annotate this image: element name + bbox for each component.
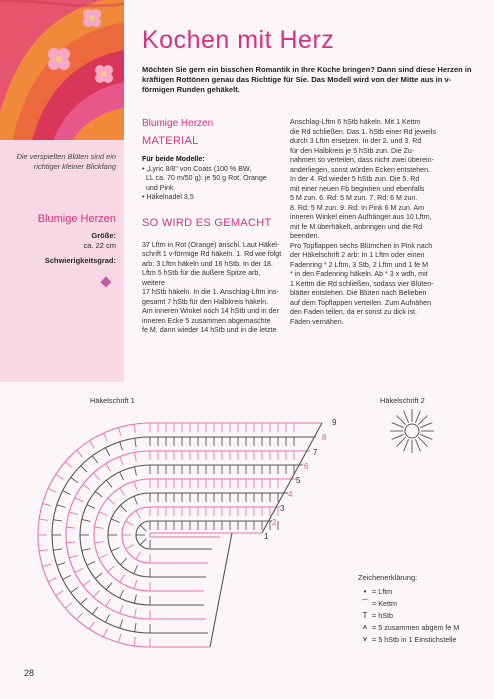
stitch-mark xyxy=(66,542,75,543)
stitch-mark xyxy=(57,563,66,566)
stitch-mark xyxy=(415,439,420,451)
stitch-mark xyxy=(48,488,56,492)
stitch-mark xyxy=(120,457,123,465)
stitch-mark xyxy=(48,578,56,582)
stitch-mark xyxy=(392,423,404,428)
instruction-line: 1 Kettm die Rd schließen, sodass vier Blüten- xyxy=(290,279,434,288)
stitch-mark xyxy=(65,602,72,608)
howto-line: 17 hStb häkeln. In die 1. Anschlag-Lftm ins- xyxy=(142,288,279,296)
models-heading: Für beide Modelle: xyxy=(142,155,205,163)
instruction-line: In der 4. Rd wieder 5 hStb zun. Die 5. Rd xyxy=(290,175,420,183)
stitch-mark xyxy=(108,498,115,504)
page-number: 28 xyxy=(24,668,35,678)
stitch-mark xyxy=(120,472,124,480)
stitch-mark xyxy=(418,437,427,446)
stitch-mark xyxy=(120,590,124,598)
material-item: LL ca. 70 m/50 g): je 50 g Rot, Orange xyxy=(142,174,267,182)
stitch-mark xyxy=(103,629,107,637)
stitch-mark xyxy=(77,450,83,457)
stitch-mark xyxy=(134,580,137,589)
round-number: 7 xyxy=(313,448,318,457)
legend-text: = 5 zusammen abgem fe M xyxy=(372,622,460,632)
sidebar-title: Blumige Herzen xyxy=(37,213,116,225)
instruction-line: inneren Winkel einen Aufhänger aus 10 Lftm, xyxy=(290,213,432,221)
stitch-mark xyxy=(134,637,135,646)
legend-item xyxy=(358,621,488,633)
material-item: • Häkelnadel 3,5 xyxy=(142,193,194,201)
legend-text: = Lftm xyxy=(372,586,393,596)
stitch-mark xyxy=(106,464,111,472)
stitch-mark xyxy=(118,634,121,643)
stitch-mark xyxy=(134,496,137,504)
stitch-mark xyxy=(396,415,405,424)
stitch-mark xyxy=(87,561,95,565)
instruction-line: Fäden vernähen. xyxy=(290,317,344,326)
stitch-mark xyxy=(53,549,62,550)
size-value: ca. 22 cm xyxy=(83,241,116,250)
crochet-chart-1 xyxy=(0,405,360,665)
round-number: 2 xyxy=(272,518,277,527)
instruction-line: auf dem Topflappen verteilen. Zum Aufnähen xyxy=(290,298,432,307)
stitch-mark xyxy=(404,411,409,423)
legend-text: = Kettm xyxy=(372,598,397,608)
stitch-mark xyxy=(82,519,91,521)
chain-stitch-icon: • xyxy=(363,586,367,596)
stitch-mark xyxy=(111,519,119,522)
howto-line: arb: 3 Lftm häkeln und 16 hStb. In der 18. xyxy=(142,259,273,268)
stitch-mark xyxy=(392,434,404,439)
stitch-mark xyxy=(140,525,146,531)
page-title: Kochen mit Herz xyxy=(142,26,335,54)
stitch-mark xyxy=(99,512,107,516)
stitch-mark xyxy=(82,549,91,551)
left-column xyxy=(142,118,284,336)
stitch-mark xyxy=(418,415,427,424)
legend-text: = hStb xyxy=(372,610,393,620)
stitch-mark xyxy=(83,580,90,585)
stitch-mark xyxy=(71,587,78,592)
stitch-mark xyxy=(126,521,134,526)
stitch-mark xyxy=(106,583,112,590)
diagram2-label: Häkelschrift 2 xyxy=(380,396,425,405)
stitch-mark xyxy=(81,466,87,472)
instruction-line: die Rd schließen. Das 1. hStb einer Rd jeweils xyxy=(290,127,436,136)
stitch-mark xyxy=(106,599,111,607)
stitch-mark xyxy=(93,473,99,480)
round-number: 4 xyxy=(288,490,293,499)
round-number: 3 xyxy=(280,504,285,513)
stitch-mark xyxy=(69,512,78,514)
stitch-mark xyxy=(134,594,136,603)
stitch-mark xyxy=(53,520,62,521)
stitch-mark xyxy=(39,519,48,520)
howto-line: fe M, dann wieder 14 hStb und in die letzte xyxy=(142,326,277,334)
increase-stitch-icon: ⩛ xyxy=(362,634,368,643)
intro-text: Möchten Sie gern ein bisschen Romantik in Ihre Küche bringen? Dann sind diese Herzen in kräftigen Rottönen genau das Richtige für Sie. Das Modell wird von der Mitte aus in v-förmigen Runden gehäkelt. xyxy=(142,65,472,94)
legend-item xyxy=(358,633,488,645)
size-label: Größe: xyxy=(91,231,116,240)
stitch-mark xyxy=(63,575,71,579)
legend-text: = 5 hStb in 1 Einstichstelle xyxy=(372,634,457,644)
stitch-mark xyxy=(81,598,87,604)
stitch-mark xyxy=(420,434,432,439)
stitch-mark xyxy=(57,505,66,508)
stitch-mark xyxy=(135,623,136,632)
instruction-line: durch 3 Lftm ersetzen. In der 2. und 3. Rd xyxy=(290,137,422,145)
sidebar xyxy=(0,0,124,382)
round-number: 8 xyxy=(322,433,327,442)
stitch-mark xyxy=(126,545,134,550)
instruction-line: der Häkelschrift 2 arb: In 1 Lftm oder einen xyxy=(290,251,425,259)
material-item: • „Lyric 8/8" von Coats (100 % BW, xyxy=(142,164,252,173)
stitch-mark xyxy=(140,539,146,545)
stitch-mark xyxy=(136,511,141,519)
difficulty-diamond-icon xyxy=(100,276,111,287)
stitch-mark xyxy=(43,564,52,567)
stitch-mark xyxy=(95,573,102,579)
stitch-mark xyxy=(135,609,137,618)
stitch-mark xyxy=(75,568,83,572)
diagram1-label: Häkelschrift 1 xyxy=(90,396,135,405)
howto-line: inneren Ecke 5 zusammen abgemaschte xyxy=(142,316,271,325)
stitch-mark xyxy=(89,622,94,630)
material-item: und Pink xyxy=(142,183,174,192)
stitch-mark xyxy=(95,491,102,497)
stitch-mark xyxy=(83,484,90,489)
instruction-line: mit fe M überhäkelt, anbringen und die Rd xyxy=(290,222,423,231)
stitch-mark xyxy=(66,527,75,528)
stitch-mark xyxy=(43,503,52,506)
half-double-crochet-icon: T xyxy=(362,610,368,620)
howto-text xyxy=(142,241,284,336)
stitch-mark xyxy=(118,428,121,437)
stitch-mark xyxy=(106,480,112,487)
stitch-mark xyxy=(134,565,137,573)
stitch-mark xyxy=(95,527,104,528)
stitch-mark xyxy=(92,607,97,614)
stitch-mark xyxy=(108,566,115,572)
photo-caption: Die verspielten Blüten sind ein richtiger kleiner Blickfang xyxy=(16,152,116,171)
stitch-mark xyxy=(111,548,119,551)
stitch-mark xyxy=(71,477,78,482)
instruction-line: Anschlag-Lftm 6 hStb häkeln. Mit 1 Kettm xyxy=(290,118,421,126)
howto-line: 37 Lftm in Rot (Orange) anschl. Laut Häkel- xyxy=(142,240,280,249)
instruction-line: anderliegen, sonst würden Ecken entstehen. xyxy=(290,165,430,174)
instruction-line: den Faden teilen, da er sonst zu dick ist. xyxy=(290,308,417,316)
legend xyxy=(358,573,488,645)
material-heading: MATERIAL xyxy=(142,135,199,147)
stitch-mark xyxy=(120,620,123,629)
stitch-mark xyxy=(65,462,72,468)
stitch-mark xyxy=(120,505,126,511)
stitch-mark xyxy=(56,591,64,596)
instruction-line: Pro Topflappen sechs Blümchen in Pink nach xyxy=(290,241,433,250)
round-number: 6 xyxy=(304,462,309,471)
stitch-mark xyxy=(77,613,83,620)
stitch-mark xyxy=(92,456,97,463)
stitch-mark xyxy=(120,575,125,583)
instruction-line: blätter entstehen. Die Blüten nach Belieben xyxy=(290,289,427,297)
stitch-mark xyxy=(106,448,110,456)
stitch-mark xyxy=(56,474,64,479)
stitch-mark xyxy=(120,558,126,564)
right-column xyxy=(290,118,482,327)
instruction-line: für den Halbkreis je 5 hStb zun. Die Zu- xyxy=(290,146,415,155)
stitch-mark xyxy=(39,550,48,551)
instruction-line: 8. Rd: 5 M zun. 9. Rd: In Pink 6 M zun. Am xyxy=(290,203,425,212)
stitch-mark xyxy=(75,498,83,502)
legend-item xyxy=(358,609,488,621)
stitch-mark xyxy=(134,467,136,476)
stitch-mark xyxy=(95,542,104,543)
stitch-mark xyxy=(63,491,71,495)
crochet-chart-2 xyxy=(384,403,440,459)
stitch-mark xyxy=(136,551,141,559)
instruction-line: nahmen so verteilen, dass nicht zwei überein- xyxy=(290,156,434,164)
difficulty-label: Schwierigkeitsgrad: xyxy=(44,256,116,265)
stitch-mark xyxy=(103,433,107,441)
decrease-stitch-icon: ⩚ xyxy=(362,622,368,631)
section-subtitle: Blumige Herzen xyxy=(142,118,214,129)
stitch-mark xyxy=(120,488,125,496)
round-number: 5 xyxy=(296,476,301,485)
stitch-mark xyxy=(99,555,107,559)
stitch-mark xyxy=(87,505,95,509)
instruction-line: 5 M zun. 6. Rd: 5 M zun. 7. Rd: 6 M zun. xyxy=(290,194,418,202)
instruction-line: Fadenring * 2 Lftm, 3 Stb, 2 Lftm und 1 fe M xyxy=(290,260,429,269)
round-number: 9 xyxy=(332,418,337,427)
stitch-mark xyxy=(120,442,123,451)
product-photo xyxy=(0,0,124,140)
stitch-mark xyxy=(89,441,94,449)
stitch-mark xyxy=(420,423,432,428)
instruction-line: * in den Fadenring häkeln. Ab * 3 x wdh, mit xyxy=(290,270,428,278)
howto-line: schrift 1 v-förmige Rd häkeln. 1. Rd wie folgt xyxy=(142,250,282,258)
legend-item xyxy=(358,585,488,597)
stitch-mark xyxy=(93,590,99,597)
stitch-mark xyxy=(106,614,110,622)
legend-title: Zeichenerklärung: xyxy=(358,573,418,582)
instruction-line: beenden. xyxy=(290,232,320,240)
stitch-mark xyxy=(135,438,136,447)
round-number: 1 xyxy=(264,532,269,541)
stitch-mark xyxy=(415,411,420,423)
howto-line: gesamt 7 hStb für den Halbkreis häkeln. xyxy=(142,297,269,306)
howto-heading: SO WIRD ES GEMACHT xyxy=(142,216,272,229)
howto-line: Lftm 5 hStb für die äußere Spitze arb, weitere xyxy=(142,269,261,287)
slip-stitch-icon: ⌒ xyxy=(361,598,369,608)
instruction-line: mit einer neuen Fb beginnen und ebenfalls xyxy=(290,184,425,193)
legend-item xyxy=(358,597,488,609)
crochet-heart-photo xyxy=(0,0,124,140)
stitch-mark xyxy=(120,605,123,613)
howto-line: Am inneren Winkel noch 14 hStb und in der xyxy=(142,307,279,315)
stitch-mark xyxy=(69,556,78,558)
stitch-mark xyxy=(134,424,135,433)
stitch-mark xyxy=(134,481,137,490)
stitch-mark xyxy=(404,439,409,451)
stitch-mark xyxy=(135,452,137,461)
stitch-mark xyxy=(396,437,405,446)
